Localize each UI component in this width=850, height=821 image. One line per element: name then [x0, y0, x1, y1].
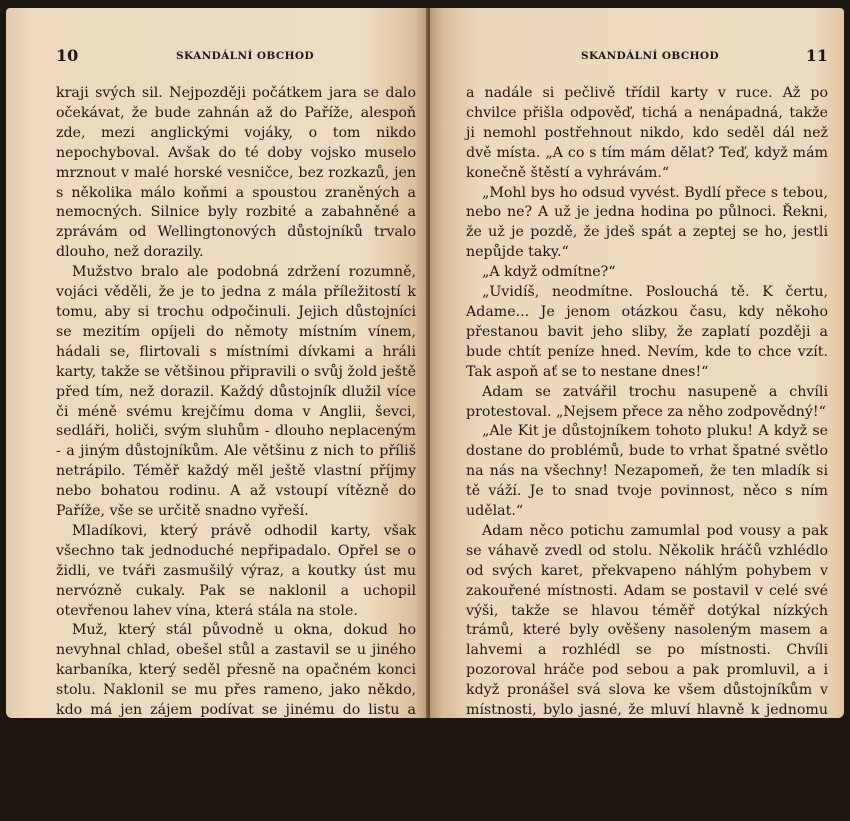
right-page-text	[466, 84, 828, 821]
left-page-text	[56, 84, 416, 801]
right-page	[430, 8, 844, 818]
paragraph: Mladíkovi, který právě odhodil karty, však všechno tak jednoduché nepřipadalo. Opřel se o židli, ve tváři zasmušilý výraz, a koutky úst mu nervózně cukaly. Pak se naklonil a uchopil otevřenou lahev vína, která stála na stole.	[56, 522, 416, 619]
paragraph: „Uvidíš, neodmítne. Poslouchá tě. K čertu, Adame... Je jenom otázkou času, kdy někoho přestanou bavit jeho sliby, že zaplatí později a bude chtít peníze hned. Nevím, kde to chce vzít. Tak aspoň ať se to nestane dnes!“	[466, 284, 828, 380]
paragraph: Důstojník sedící pod ním se však ani nepohnul	[72, 781, 406, 798]
paragraph: „A když odmítne?“	[482, 264, 616, 281]
paragraph: a nadále si pečlivě třídil karty v ruce. Až po chvilce přišla odpověď, tichá a nenápadná, takže ji nemohl postřehnout nikdo, kdo seděl dál než dvě místa. „A co s tím mám dělat? Teď, když mám konečně štěstí a vyhrávám.“	[466, 85, 828, 181]
running-title: SKANDÁLNÍ OBCHOD	[581, 50, 719, 62]
page-number: 10	[56, 46, 79, 65]
paragraph: kraji svých sil. Nejpozději počátkem jara se dalo očekávat, že bude zahnán až do Paříže, alespoň zde, mezi anglickými vojáky, o tom nikdo nepochyboval. Avšak do té doby vojsko muselo mrznout v malé horské vesničce, bez rozkazů, jen s několika málo koňmi a spoustou zraněných a nemocných. Silnice byly rozbité a zabahněné a zprávám od Wellingtonových důstojníků trvalo dlouho, než dorazily.	[56, 85, 416, 261]
page-number: 11	[805, 46, 828, 65]
paragraph: „Ale Kit je důstojníkem tohoto pluku! A když se dostane do problémů, bude to vrhat špatné světlo na nás na všechny! Nezapomeň, že ten mladík si tě váží. Je to snad tvoje povinnost, něco s ním udělat.“	[466, 423, 828, 520]
paragraph: „Mohl bys ho odsud vyvést. Bydlí přece s tebou, nebo ne? A už je jedna hodina po půlnoci. Řekni, že už je pozdě, že jdeš spát a zeptej se ho, jestli nepůjde taky.“	[466, 184, 828, 261]
right-page-header	[466, 46, 828, 68]
paragraph: Mužstvo bralo ale podobná zdržení rozumně, vojáci věděli, že je to jedna z mála příležitostí k tomu, aby si trochu odpočinuli. Jejich důstojníci se mezitím opíjeli do němoty místním vínem, hádali se, flirtovali s místními dívkami a hráli karty, takže se většinou připravili o svůj žold ještě před tím, než dorazil. Každý důstojník dlužil více či méně svému krejčímu doma v Anglii, ševci, sedláři, holiči, svým sluhům - dlouho neplaceným - a jiným důstojníkům. Ale většinu z nich to příliš netrápilo. Téměř každý měl ještě vlastní příjmy nebo bohatou rodinu. A až vstoupí vítězně do Paříže, vše se určitě snadno vyřeší.	[56, 264, 416, 520]
paragraph: Adam něco potichu zamumlal pod vousy a pak se váhavě zvedl od stolu. Několik hráčů vzhlédlo od svých karet, překvapeno náhlým pohybem v zakouřené místnosti. Adam se postavil v celé své výši, takže se hlavou téměř dotýkal nízkých trámů, které byly ověšeny nasoleným masem a lahvemi a rozhlédl se po místnosti. Chvíli pozoroval hráče pod sebou a pak promluvil, a i když pronášel svá slova ke všem důstojníkům v místnosti, bylo jasné, že mluví hlavně k jednomu mladému vojákovi.	[466, 522, 828, 738]
paragraph: Muž, který stál původně u okna, dokud ho nevyhnal chlad, obešel stůl a zastavil se u jiného karbaníka, který seděl přesně na opačném konci stolu. Naklonil se mu přes rameno, jako někdo, kdo má jen zájem podívat se jinému do listu a odhadnout, jak se bude hra vyvíjet dál. „Kit strašně prohrává - dnes už je to třetí den za sebou. A kromě toho je ještě opilý,“ zašeptal.	[56, 622, 416, 778]
left-page	[6, 8, 428, 798]
running-title: SKANDÁLNÍ OBCHOD	[176, 50, 314, 62]
left-page-header	[56, 46, 416, 68]
paragraph: „Už je pozdě, pánové, a myslím, že pro mě nadešel čas jít do postele. Brzy ráno musím být na nohou a jestli mě švábi vůbec nechají usnout, budu naprosto šťastný. Kite... půjdeš taky?“	[466, 741, 828, 818]
paragraph: Adam se zatvářil trochu nasupeně a chvíli protestoval. „Nejsem přece za něho zodpovědný!“	[466, 383, 828, 420]
